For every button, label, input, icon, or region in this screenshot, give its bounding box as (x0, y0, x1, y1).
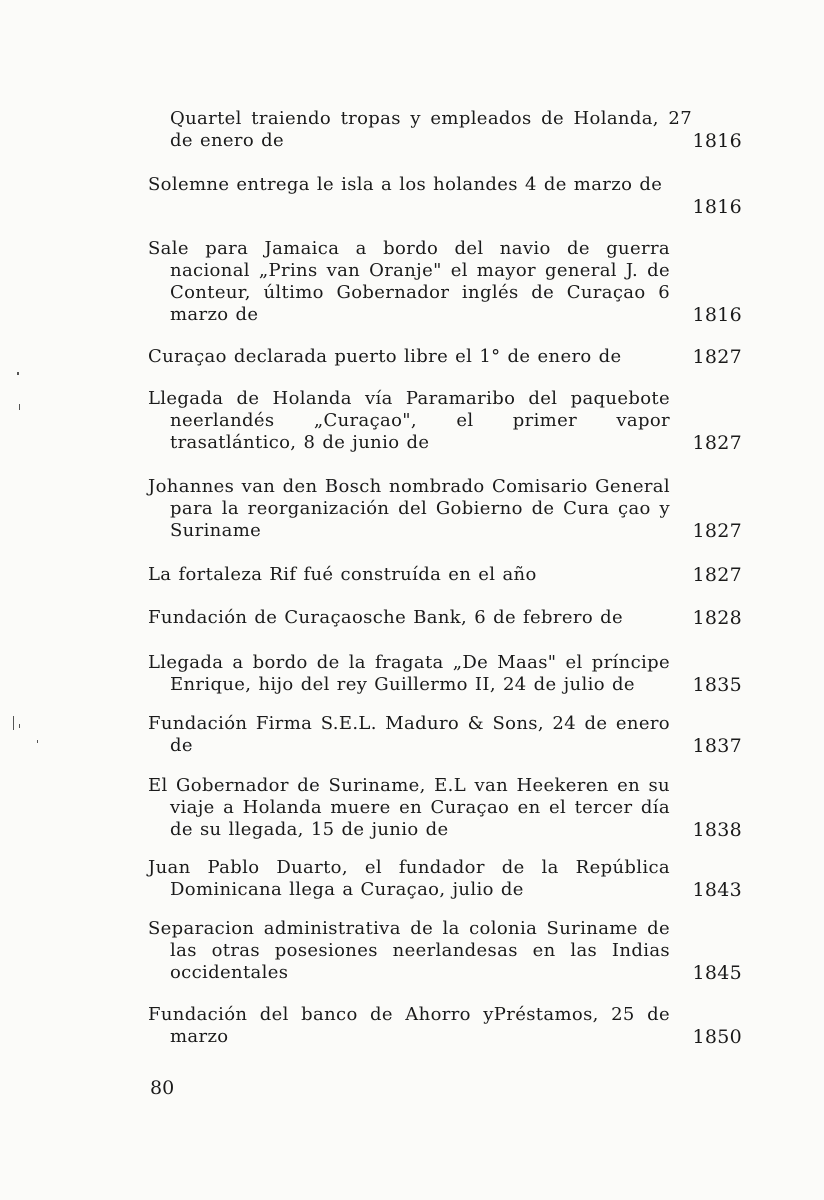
chronology-entry (148, 775, 742, 845)
entry-text: Llegada a bordo de la fragata „De Maas" el príncipe Enrique, hijo del rey Guillermo II, 24 de julio de (148, 652, 670, 695)
chronology-entry (148, 238, 742, 330)
chronology-entry (148, 713, 742, 761)
entry-year: 1845 (692, 962, 742, 984)
entry-text: Fundación de Curaçaosche Bank, 6 de febrero de (148, 607, 623, 628)
chronology-entry (148, 918, 742, 988)
entry-year: 1816 (692, 304, 742, 326)
entry-year: 1835 (692, 674, 742, 696)
chronology-entry (148, 652, 742, 700)
chronology-entry (148, 607, 742, 631)
entry-year: 1837 (692, 735, 742, 757)
entry-text: Solemne entrega le isla a los holandes 4 de marzo de (148, 174, 663, 195)
entry-text: Llegada de Holanda vía Paramaribo del paquebote neerlandés „Curaçao", el primer vapor trasatlántico, 8 de junio de (148, 388, 670, 453)
scan-mark (13, 716, 14, 730)
entry-text: Sale para Jamaica a bordo del navio de guerra nacional „Prins van Oranje" el mayor general J. de Conteur, último Gobernador inglés de Curaçao 6 marzo de (148, 238, 670, 325)
chronology-entry (148, 174, 742, 222)
chronology-entry (148, 388, 742, 458)
entry-year: 1850 (692, 1026, 742, 1048)
chronology-entry (148, 476, 742, 546)
chronology-entry (148, 108, 742, 156)
scan-mark (37, 740, 38, 743)
scan-mark (17, 372, 19, 375)
entry-year: 1827 (692, 564, 742, 586)
chronology-entry (148, 857, 742, 905)
entry-year: 1816 (692, 130, 742, 152)
entry-year: 1838 (692, 819, 742, 841)
entry-text: Curaçao declarada puerto libre el 1° de enero de (148, 346, 622, 367)
chronology-entry (148, 564, 742, 588)
entry-year: 1816 (692, 196, 742, 218)
entry-text: Fundación Firma S.E.L. Maduro & Sons, 24 de enero de (148, 713, 670, 756)
entry-text: Separacion administrativa de la colonia Suriname de las otras posesiones neerlandesas en las Indias occidentales (148, 918, 670, 983)
entry-year: 1828 (692, 607, 742, 629)
entry-text: El Gobernador de Suriname, E.L van Heekeren en su viaje a Holanda muere en Curaçao en el tercer día de su llegada, 15 de junio de (148, 775, 670, 840)
entry-year: 1827 (692, 346, 742, 368)
entry-year: 1827 (692, 520, 742, 542)
chronology-entry (148, 1004, 742, 1052)
entry-text: Fundación del banco de Ahorro yPréstamos, 25 de marzo (148, 1004, 670, 1047)
chronology-entry (148, 346, 742, 370)
entry-text: La fortaleza Rif fué construída en el año (148, 564, 537, 585)
entry-text: Juan Pablo Duarto, el fundador de la República Dominicana llega a Curaçao, julio de (148, 857, 670, 900)
entry-year: 1843 (692, 879, 742, 901)
scan-mark (19, 724, 20, 728)
page-number: 80 (150, 1077, 175, 1099)
scan-mark (19, 404, 20, 410)
entry-text: Quartel traiendo tropas y empleados de Holanda, 27 de enero de (170, 108, 692, 151)
entry-text: Johannes van den Bosch nombrado Comisario General para la reorganización del Gobierno de Cura çao y Suriname (148, 476, 670, 541)
entry-year: 1827 (692, 432, 742, 454)
